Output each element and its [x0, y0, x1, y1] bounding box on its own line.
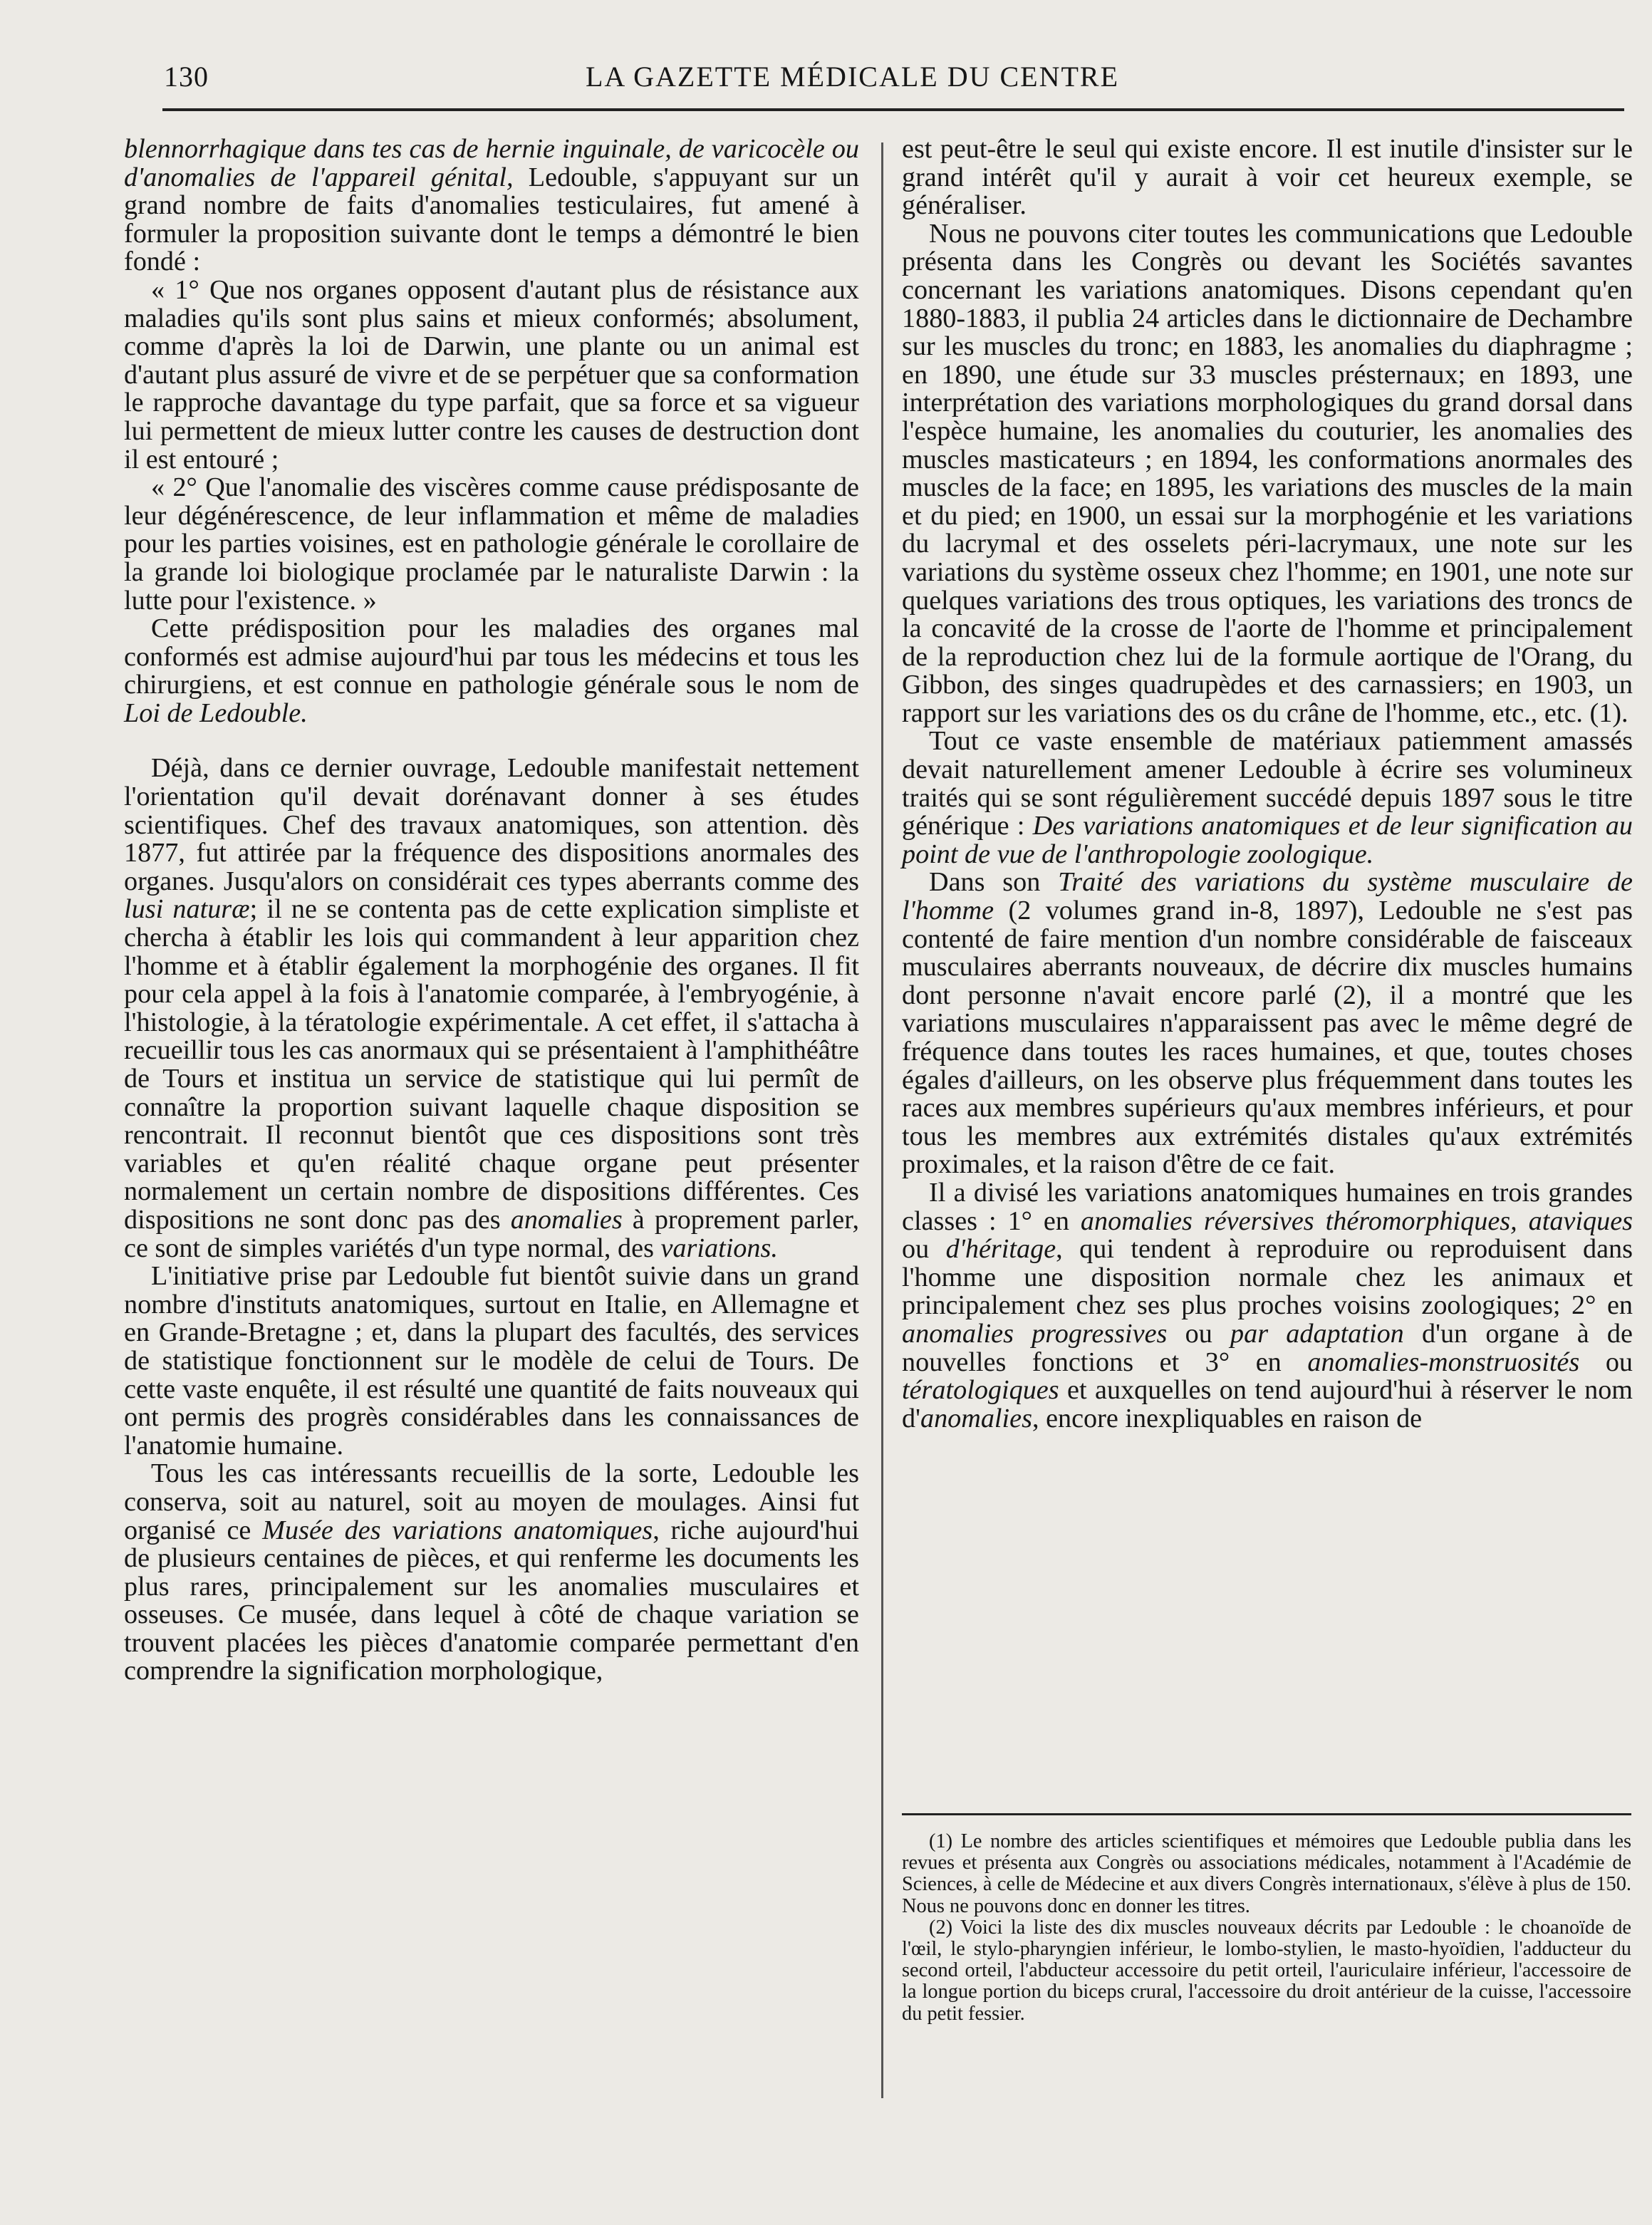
paragraph: « 1° Que nos organes opposent d'autant plus de résistance aux maladies qu'ils sont plus sains et mieux conformés; absolument, comme d'après la loi de Darwin, une plante ou un animal est d'autant plus assuré de vivre et de se perpétuer que sa conformation le rapproche davantage du type parfait, que sa force et sa vigueur lui permettent de mieux lutter contre les causes de destruction dont il est entouré ;	[124, 274, 859, 474]
text: Cette prédisposition pour les maladies des organes mal conformés est admise aujourd'hui par tous les médecins et tous les chirurgiens, et est connue en pathologie générale sous le nom de	[124, 613, 859, 700]
page-number: 130	[164, 61, 209, 93]
italic-text: anomalies-monstruosités	[1307, 1347, 1580, 1377]
text: ou	[1167, 1318, 1231, 1349]
footnote-2: (2) Voici la liste des dix muscles nouveaux décrits par Ledouble : le choanoïde de l'œil, le stylo-pharyngien inférieur, le lombo-stylien, le masto-hyoïdien, l'adducteur du second orteil, l'abducteur accessoire du petit orteil, l'auriculaire inférieur, l'accessoire de la longue portion du biceps crural, l'accessoire du droit antérieur de la cuisse, l'accessoire du petit fessier.	[902, 1916, 1631, 2025]
left-column	[124, 135, 859, 1686]
italic-text: blennorrhagique dans tes cas de hernie inguinale, de varicocèle ou d'anomalies de l'appareil génital,	[124, 134, 859, 192]
text: à proprement parler, ce sont de simples variétés d'un type normal, des	[124, 1204, 859, 1263]
paragraph: Nous ne pouvons citer toutes les communications que Ledouble présenta dans les Congrès ou devant les Sociétés savantes concernant les variations anatomiques. Disons cependant qu'en 1880-1883, il publia 24 articles dans le dictionnaire de Dechambre sur les muscles du tronc; en 1883, les anomalies du diaphragme ; en 1890, une étude sur 33 muscles présternaux; en 1893, une interprétation des variations morphologiques du grand dorsal dans l'espèce humaine, les anomalies du couturier, les anomalies des muscles masticateurs ; en 1894, les conformations anormales des muscles de la face; en 1895, les variations des muscles de la main et du pied; en 1900, un essai sur la morphogénie et les variations du lacrymal et des osselets péri-lacrymaux, une note sur les variations du système osseux chez l'homme; en 1901, une note sur quelques variations des trous optiques, les variations des troncs de la concavité de la crosse de l'aorte de l'homme et principalement de la reproduction chez lui de la formule aortique de l'Orang, du Gibbon, des singes quadrupèdes et des carnassiers; en 1903, un rapport sur les variations des os du crâne de l'homme, etc., etc. (1).	[902, 218, 1633, 728]
italic-text: tératologiques	[902, 1375, 1059, 1406]
page-header	[142, 60, 1638, 103]
paragraph	[902, 868, 1633, 1179]
paragraph	[124, 754, 859, 1262]
italic-text: anomalies progressives	[902, 1318, 1168, 1349]
paragraph: « 2° Que l'anomalie des viscères comme cause prédisposante de leur dégénérescence, de leur inflammation et même de maladies pour les parties voisines, est en pathologie générale le corollaire de la grande loi biologique proclamée par le naturaliste Darwin : la lutte pour l'existence. »	[124, 472, 859, 616]
italic-text: par adaptation	[1230, 1318, 1404, 1349]
text: ou	[902, 1234, 946, 1265]
paragraph	[902, 1179, 1633, 1433]
italic-text: d'héritage	[945, 1234, 1056, 1265]
right-column	[902, 135, 1633, 1433]
italic-text: variations.	[660, 1233, 778, 1263]
text: , encore inexpliquables en raison de	[1032, 1403, 1423, 1433]
footnote-1: (1) Le nombre des articles scientifiques et mémoires que Ledouble publia dans les revues et présenta aux Congrès ou associations médicales, notamment à l'Académie de Sciences, à celle de Médecine et aux divers Congrès internationaux, s'élève à plus de 150. Nous ne pouvons donc en donner les titres.	[902, 1830, 1631, 1917]
footnote-rule	[902, 1813, 1631, 1815]
italic-text: Traité des variations du système musculaire de l'homme	[902, 867, 1633, 926]
text: d'un organe à de nouvelles fonctions et 3° en	[902, 1318, 1633, 1377]
paragraph	[902, 727, 1633, 868]
text: Dans son	[929, 867, 1059, 898]
italic-text: anomalies	[920, 1403, 1032, 1433]
header-rule	[162, 108, 1624, 111]
text: Tout ce vaste ensemble de matériaux patiemment amassés devait naturellement amener Ledouble à écrire ses volumineux traités qui se sont régulièrement succédé depuis 1897 sous le titre générique :	[902, 726, 1633, 841]
text: Déjà, dans ce dernier ouvrage, Ledouble manifestait nettement l'orientation qu'il devait dorénavant donner à ses études scientifiques. Chef des travaux anatomiques, son attention. dès 1877, fut attirée par la fréquence des dispositions anormales des organes. Jusqu'alors on considérait ces types aberrants comme des	[124, 753, 859, 896]
italic-text: anomalies réversives théromorphiques, ataviques	[1080, 1205, 1633, 1236]
text: et auxquelles on tend aujourd'hui à réserver le nom d'	[902, 1375, 1633, 1433]
italic-text: Des variations anatomiques et de leur signification au point de vue de l'anthropologie zoologique.	[902, 811, 1633, 869]
journal-title: LA GAZETTE MÉDICALE DU CENTRE	[586, 61, 1120, 93]
paragraph	[124, 135, 859, 276]
text: Ledouble, s'appuyant sur un grand nombre de faits d'anomalies testiculaires, fut amené à formuler la proposition suivante dont le temps a démontré le bien fondé :	[124, 162, 859, 277]
text: ; il ne se contenta pas de cette explication simpliste et chercha à établir les lois qui commandent à leur apparition chez l'homme et à établir également la morphogénie des organes. Il fit pour cela appel à la fois à l'anatomie comparée, à l'embryogénie, à l'histologie, à la tératologie expérimentale. A cet effet, il s'attacha à recueillir tous les cas anormaux qui se présentaient à l'amphithéâtre de Tours et institua un service de statistique qui lui permît de connaître la proportion suivant laquelle chaque disposition se rencontrait. Il reconnut bientôt que ces dispositions sont très variables et qu'en réalité chaque organe peut présenter normalement un certain nombre de dispositions différentes. Ces dispositions ne sont donc pas des	[124, 894, 859, 1235]
paragraph	[124, 1460, 859, 1686]
column-divider	[881, 142, 883, 2098]
footnotes	[902, 1831, 1631, 2025]
text: Il a divisé les variations anatomiques humaines en trois grandes classes : 1° en	[902, 1177, 1633, 1236]
text: (2 volumes grand in-8, 1897), Ledouble ne s'est pas contenté de faire mention d'un nombre considérable de faisceaux musculaires aberrants nouveaux, de décrire dix muscles humains dont personne n'avait encore parlé (2), il a montré que les variations musculaires n'apparaissent pas avec le même degré de fréquence dans toutes les races humaines, et que, toutes choses égales d'ailleurs, on les observe plus fréquemment dans toutes les races aux membres supérieurs qu'aux membres inférieurs, et pour tous les membres aux extrémités distales qu'aux extrémités proximales, et la raison d'être de ce fait.	[902, 896, 1633, 1180]
text: , riche aujourd'hui de plusieurs centaines de pièces, et qui renferme les documents les plus rares, principalement sur les anomalies musculaires et osseuses. Ce musée, dans lequel à côté de chaque variation se trouvent placées les pièces d'anatomie comparée permettant d'en comprendre la signification morphologique,	[124, 1515, 859, 1686]
italic-text: anomalies	[510, 1204, 623, 1235]
text: ou	[1579, 1347, 1633, 1377]
text: Tous les cas intéressants recueillis de la sorte, Ledouble les conserva, soit au naturel, soit au moyen de moulages. Ainsi fut organisé ce	[124, 1458, 859, 1545]
italic-text: lusi naturæ	[124, 894, 250, 925]
paragraph	[124, 615, 859, 727]
italic-text: Musée des variations anatomiques	[262, 1515, 653, 1545]
italic-text: Loi de Ledouble.	[124, 697, 308, 728]
paragraph: L'initiative prise par Ledouble fut bientôt suivie dans un grand nombre d'instituts anatomiques, surtout en Italie, en Allemagne et en Grande-Bretagne ; et, dans la plupart des facultés, des services de statistique fonctionnent sur le modèle de celui de Tours. De cette vaste enquête, il est résulté une quantité de faits nouveaux qui ont permis des progrès considérables dans les connaissances de l'anatomie humaine.	[124, 1261, 859, 1461]
paragraph: est peut-être le seul qui existe encore. Il est inutile d'insister sur le grand intérêt qu'il y aurait à voir cet heureux exemple, se généraliser.	[902, 134, 1633, 221]
text: , qui tendent à reproduire ou reproduisent dans l'homme une disposition normale chez les animaux et principalement chez ses plus proches voisins zoologiques; 2° en	[902, 1234, 1633, 1321]
